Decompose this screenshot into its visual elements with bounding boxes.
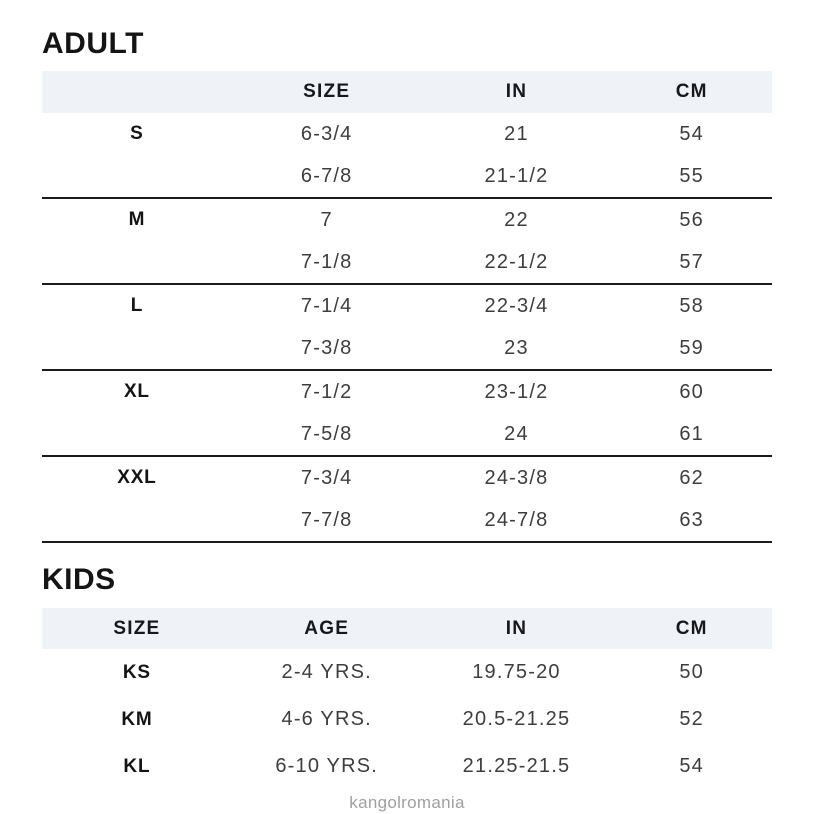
inches-cell: 23	[504, 336, 529, 359]
adult-table-row	[42, 241, 772, 283]
inches-cell: 21-1/2	[484, 164, 549, 187]
kids-table-header-row	[42, 608, 772, 649]
inches-cell: 21	[504, 122, 529, 145]
cm-cell: 57	[679, 250, 705, 273]
kids-table-row	[42, 649, 772, 696]
cm-cell: 60	[679, 380, 705, 403]
size-cell: 7-1/4	[300, 294, 353, 317]
kids-header-cell-size: SIZE	[113, 617, 161, 639]
adult-table-row	[42, 113, 772, 155]
adult-table-row	[42, 155, 772, 197]
kids-table-body	[42, 649, 772, 790]
adult-size-group	[42, 199, 772, 285]
adult-table-row	[42, 285, 772, 327]
kids-table-row	[42, 743, 772, 790]
size-cell: 6-3/4	[300, 122, 353, 145]
kids-header-cell-in: IN	[505, 617, 528, 639]
size-group-label: L	[130, 295, 144, 316]
cm-cell: 63	[679, 508, 705, 531]
kids-size-label: KL	[123, 755, 151, 777]
kids-table-row	[42, 696, 772, 743]
size-cell: 6-7/8	[300, 164, 353, 187]
cm-cell: 54	[679, 755, 705, 777]
adult-table-row	[42, 457, 772, 499]
kids-header-cell-cm: CM	[675, 617, 708, 639]
age-cell: 4-6 YRS.	[281, 708, 372, 730]
adult-header-cell-cm: CM	[675, 81, 708, 102]
adult-table-body	[42, 113, 772, 543]
inches-cell: 22-1/2	[484, 250, 549, 273]
inches-cell: 22-3/4	[484, 294, 549, 317]
adult-table-row	[42, 199, 772, 241]
size-group-label: XL	[123, 381, 150, 402]
adult-header-cell-in: IN	[505, 81, 528, 102]
adult-size-group	[42, 285, 772, 371]
adult-table-row	[42, 327, 772, 369]
size-cell: 7-5/8	[300, 422, 353, 445]
age-cell: 6-10 YRS.	[275, 755, 379, 777]
size-group-label: M	[128, 209, 146, 230]
inches-cell: 24	[504, 422, 529, 445]
inches-cell: 24-7/8	[484, 508, 549, 531]
size-chart-page	[42, 0, 772, 813]
kids-size-label: KS	[122, 661, 151, 683]
cm-cell: 61	[679, 422, 705, 445]
size-group-label: XXL	[117, 467, 157, 488]
adult-size-group	[42, 113, 772, 199]
inches-cell: 19.75-20	[472, 661, 561, 683]
age-cell: 2-4 YRS.	[281, 661, 372, 683]
cm-cell: 59	[679, 336, 705, 359]
adult-size-group	[42, 457, 772, 543]
cm-cell: 54	[679, 122, 705, 145]
kids-section-title: KIDS	[42, 563, 116, 596]
size-cell: 7	[320, 208, 333, 231]
cm-cell: 58	[679, 294, 705, 317]
size-cell: 7-3/8	[300, 336, 353, 359]
size-cell: 7-1/8	[300, 250, 353, 273]
size-cell: 7-7/8	[300, 508, 353, 531]
adult-header-cell-size: SIZE	[303, 81, 351, 102]
size-group-label: S	[130, 123, 144, 144]
inches-cell: 21.25-21.5	[462, 755, 571, 777]
cm-cell: 52	[679, 708, 705, 730]
inches-cell: 20.5-21.25	[462, 708, 571, 730]
inches-cell: 22	[504, 208, 529, 231]
size-cell: 7-3/4	[300, 466, 353, 489]
adult-table-header-row	[42, 71, 772, 113]
brand-watermark: kangolromania	[349, 793, 465, 812]
cm-cell: 50	[679, 661, 705, 683]
cm-cell: 56	[679, 208, 705, 231]
kids-size-label: KM	[121, 708, 153, 730]
adult-table-row	[42, 499, 772, 541]
inches-cell: 24-3/8	[484, 466, 549, 489]
adult-section-title: ADULT	[42, 27, 144, 60]
inches-cell: 23-1/2	[484, 380, 549, 403]
adult-table-row	[42, 371, 772, 413]
size-cell: 7-1/2	[300, 380, 353, 403]
cm-cell: 55	[679, 164, 705, 187]
adult-table-row	[42, 413, 772, 455]
cm-cell: 62	[679, 466, 705, 489]
kids-header-cell-age: AGE	[304, 617, 350, 639]
adult-size-group	[42, 371, 772, 457]
